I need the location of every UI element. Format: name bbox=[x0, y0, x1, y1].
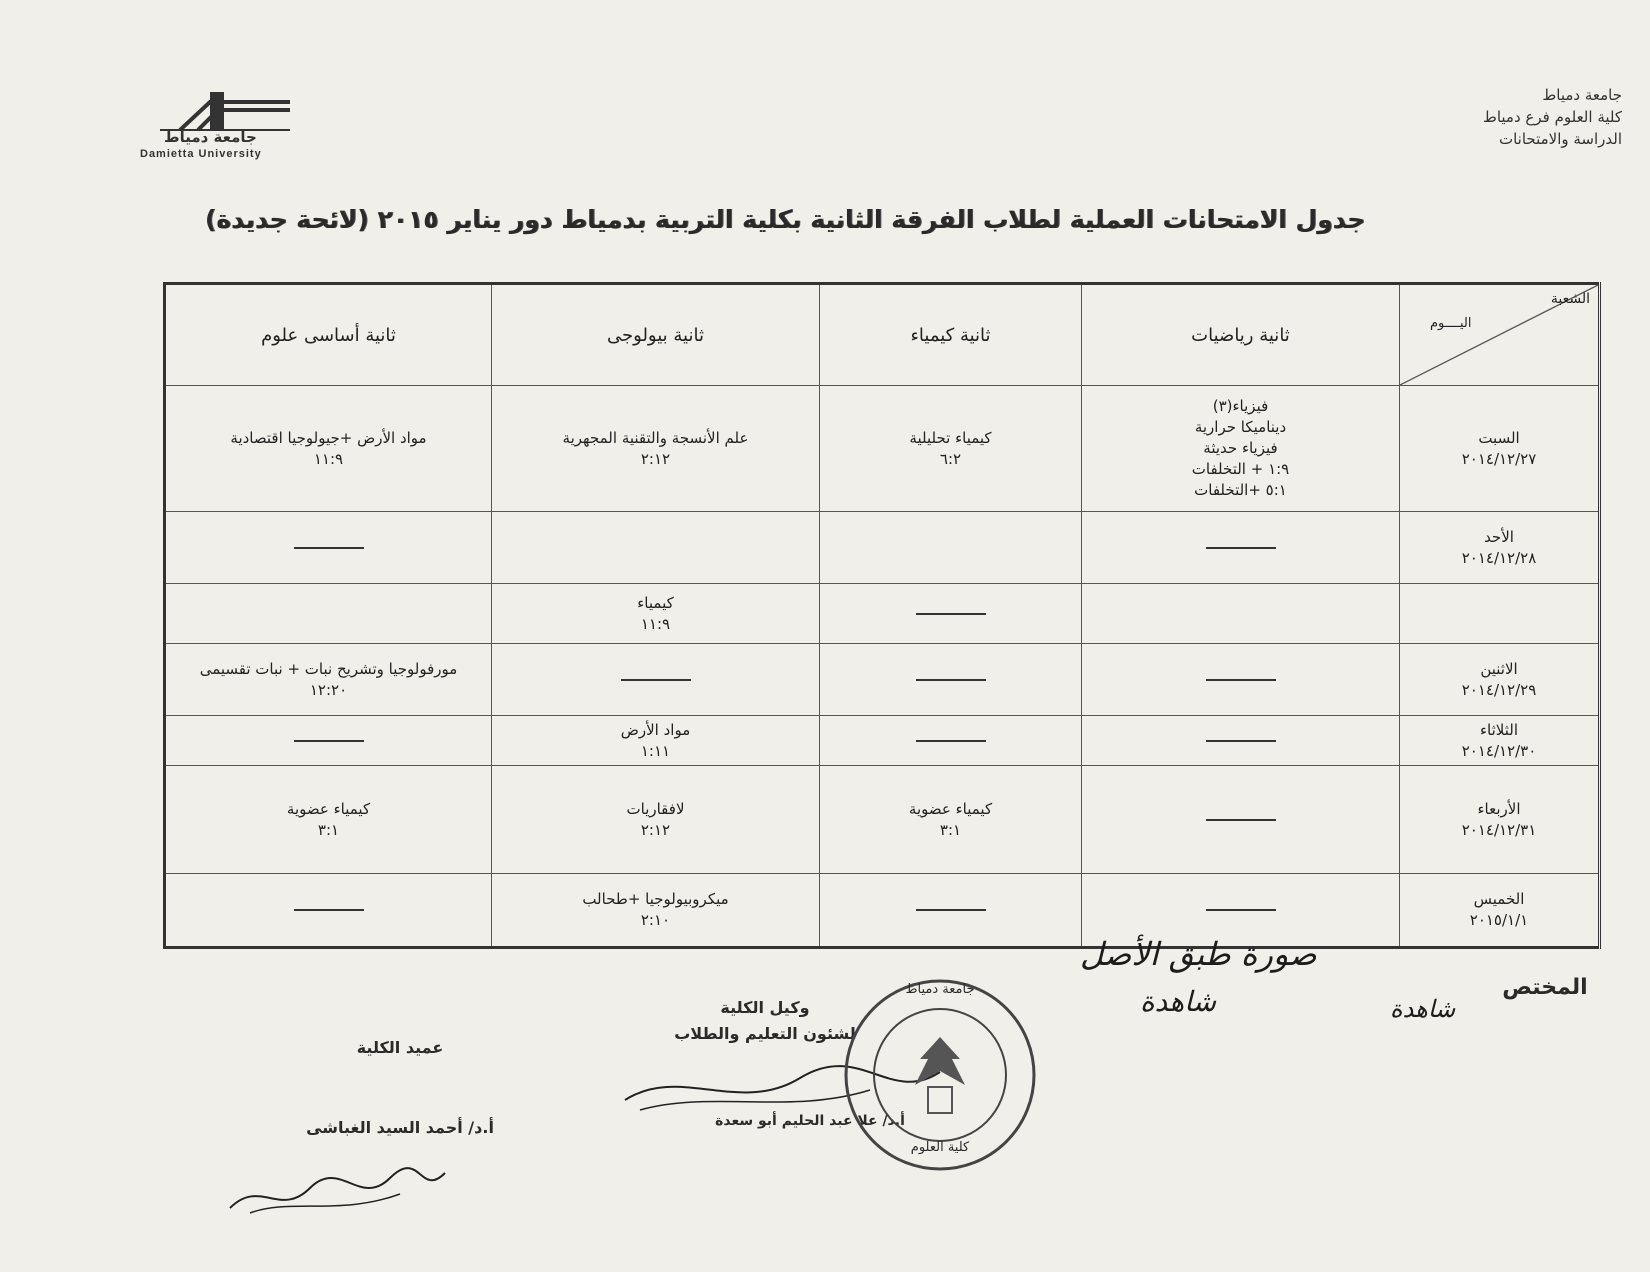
certified-copy-note: صورة طبق الأصل bbox=[1080, 935, 1317, 973]
exam-cell-basic bbox=[165, 512, 492, 584]
column-header: ثانية بيولوجى bbox=[492, 284, 820, 386]
schedule-row bbox=[165, 716, 1600, 766]
vice-dean-name: أ.د/ علا عبد الحليم أبو سعدة bbox=[715, 1113, 905, 1129]
logo-mark-icon bbox=[140, 92, 310, 132]
exam-cell-chem bbox=[820, 512, 1082, 584]
day-date: ٢٠١٤/١٢/٢٧ bbox=[1461, 449, 1537, 468]
exam-cell-chem bbox=[820, 766, 1082, 874]
schedule-row bbox=[165, 766, 1600, 874]
day-cell bbox=[1400, 584, 1600, 644]
exam-cell-math bbox=[1082, 716, 1400, 766]
exam-detail: ٢:١٠ bbox=[640, 911, 671, 929]
logo-arabic-name: جامعة دمياط bbox=[164, 128, 257, 146]
exam-cell-chem bbox=[820, 644, 1082, 716]
empty-slot-dash bbox=[826, 603, 1075, 624]
exam-cell-chem bbox=[820, 716, 1082, 766]
exam-detail: ٦:٢ bbox=[939, 449, 962, 468]
institution-line: كلية العلوم فرع دمياط bbox=[1482, 108, 1622, 126]
exam-cell-math bbox=[1082, 386, 1400, 512]
exam-schedule-table bbox=[163, 282, 1601, 949]
document-title: جدول الامتحانات العملية لطلاب الفرقة الثانية بكلية التربية بدمياط دور يناير ٢٠١٥ (لائحة جديدة) bbox=[204, 205, 1366, 234]
exam-subject: كيمياء عضوية bbox=[908, 799, 993, 818]
day-name: الخميس bbox=[1473, 890, 1525, 908]
exam-cell-bio bbox=[492, 644, 820, 716]
schedule-row bbox=[165, 644, 1600, 716]
exam-detail: ٣:١ bbox=[939, 820, 962, 839]
exam-detail: ١١:٩ bbox=[313, 449, 344, 468]
exam-cell-bio bbox=[492, 874, 820, 948]
exam-cell-chem bbox=[820, 874, 1082, 948]
exam-subject: مواد الأرض bbox=[620, 720, 691, 739]
institution-line: جامعة دمياط bbox=[1542, 86, 1622, 104]
seen-note-specialist: شاهدة bbox=[1390, 995, 1456, 1023]
empty-slot-dash bbox=[1088, 537, 1393, 558]
exam-detail: ١١:٩ bbox=[640, 614, 671, 633]
column-header: ثانية رياضيات bbox=[1082, 284, 1400, 386]
exam-subject: ميكروبيولوجيا +طحالب bbox=[582, 890, 729, 908]
day-cell bbox=[1400, 644, 1600, 716]
corner-cell bbox=[1400, 284, 1600, 386]
day-date: ٢٠١٤/١٢/٣١ bbox=[1461, 820, 1537, 839]
corner-top-label: الشعبة bbox=[1550, 291, 1590, 307]
exam-subject: علم الأنسجة والتقنية المجهرية bbox=[562, 428, 749, 447]
exam-cell-math bbox=[1082, 644, 1400, 716]
exam-detail: ديناميكا حرارية bbox=[1194, 418, 1287, 436]
exam-detail: فيزياء حديثة bbox=[1203, 439, 1278, 457]
day-date: ٢٠١٥/١/١ bbox=[1469, 911, 1529, 929]
empty-slot-dash bbox=[826, 730, 1075, 751]
exam-cell-math bbox=[1082, 584, 1400, 644]
dean-signature-icon bbox=[220, 1158, 450, 1220]
institution-header bbox=[1483, 84, 1622, 150]
exam-cell-bio bbox=[492, 584, 820, 644]
exam-cell-math bbox=[1082, 512, 1400, 584]
empty-slot-dash bbox=[1088, 730, 1393, 751]
vice-dean-title: وكيل الكلية bbox=[720, 998, 810, 1017]
exam-detail: ١:٩ + التخلفات bbox=[1191, 460, 1290, 478]
empty-slot-dash bbox=[826, 900, 1075, 921]
exam-detail: ٢:١٢ bbox=[640, 449, 671, 468]
exam-cell-math bbox=[1082, 766, 1400, 874]
exam-cell-basic bbox=[165, 874, 492, 948]
day-cell bbox=[1400, 512, 1600, 584]
dean-block bbox=[300, 1035, 500, 1061]
empty-slot-dash bbox=[826, 669, 1075, 690]
empty-slot-dash bbox=[172, 730, 485, 751]
exam-cell-chem bbox=[820, 386, 1082, 512]
exam-cell-bio bbox=[492, 716, 820, 766]
exam-subject: مواد الأرض +جيولوجيا اقتصادية bbox=[230, 428, 427, 447]
specialist-label: المختص bbox=[1502, 975, 1588, 1000]
corner-bottom-label: اليــــوم bbox=[1430, 316, 1472, 331]
exam-subject: كيمياء تحليلية bbox=[909, 428, 992, 447]
stamp-bottom-text: كلية العلوم bbox=[910, 1140, 970, 1155]
schedule-row bbox=[165, 386, 1600, 512]
exam-cell-basic bbox=[165, 584, 492, 644]
exam-detail: ٢:١٢ bbox=[640, 820, 671, 839]
column-header: ثانية كيمياء bbox=[820, 284, 1082, 386]
day-cell bbox=[1400, 716, 1600, 766]
empty-slot-dash bbox=[172, 900, 485, 921]
day-date: ٢٠١٤/١٢/٢٨ bbox=[1461, 548, 1537, 567]
column-header: ثانية أساسى علوم bbox=[165, 284, 492, 386]
university-logo bbox=[140, 92, 310, 168]
day-date: ٢٠١٤/١٢/٣٠ bbox=[1461, 741, 1537, 760]
day-date: ٢٠١٤/١٢/٢٩ bbox=[1461, 680, 1537, 699]
day-name: الاثنين bbox=[1480, 659, 1518, 678]
stamp-top-text: جامعة دمياط bbox=[905, 982, 975, 997]
dean-name: أ.د/ أحمد السيد الغباشى bbox=[306, 1118, 494, 1137]
dean-title: عميد الكلية bbox=[356, 1038, 444, 1057]
exam-detail: ١:١١ bbox=[640, 741, 671, 760]
empty-slot-dash bbox=[172, 537, 485, 558]
exam-subject: كيمياء عضوية bbox=[286, 799, 371, 818]
day-name: الأحد bbox=[1484, 527, 1514, 546]
exam-cell-bio bbox=[492, 766, 820, 874]
schedule-row bbox=[165, 874, 1600, 948]
exam-cell-basic bbox=[165, 766, 492, 874]
exam-cell-basic bbox=[165, 716, 492, 766]
vice-dean-subtitle: لشئون التعليم والطلاب bbox=[674, 1024, 856, 1043]
exam-cell-chem bbox=[820, 584, 1082, 644]
day-cell bbox=[1400, 766, 1600, 874]
empty-slot-dash bbox=[1088, 669, 1393, 690]
day-cell bbox=[1400, 386, 1600, 512]
exam-detail: ١٢:٢٠ bbox=[309, 680, 348, 699]
institution-line: الدراسة والامتحانات bbox=[1498, 130, 1622, 148]
exam-cell-bio bbox=[492, 512, 820, 584]
exam-detail: ٥:١ +التخلفات bbox=[1194, 481, 1287, 499]
day-cell bbox=[1400, 874, 1600, 948]
exam-detail: ٣:١ bbox=[317, 820, 340, 839]
exam-subject: فيزياء(٣) bbox=[1212, 397, 1269, 415]
exam-cell-bio bbox=[492, 386, 820, 512]
exam-cell-basic bbox=[165, 386, 492, 512]
seen-note: شاهدة bbox=[1140, 985, 1217, 1018]
logo-english-name: Damietta University bbox=[140, 148, 262, 160]
empty-slot-dash bbox=[498, 669, 813, 690]
day-name: الثلاثاء bbox=[1479, 720, 1518, 739]
exam-subject: لافقاريات bbox=[626, 799, 685, 818]
dean-name-block bbox=[250, 1115, 550, 1141]
day-name: الأربعاء bbox=[1477, 799, 1521, 818]
exam-subject: مورفولوجيا وتشريح نبات + نبات تقسيمى bbox=[199, 659, 458, 678]
empty-slot-dash bbox=[1088, 900, 1393, 921]
exam-cell-basic bbox=[165, 644, 492, 716]
day-name: السبت bbox=[1478, 428, 1520, 447]
schedule-row bbox=[165, 512, 1600, 584]
empty-slot-dash bbox=[1088, 809, 1393, 830]
exam-subject: كيمياء bbox=[637, 593, 674, 612]
schedule-row bbox=[165, 584, 1600, 644]
header-row bbox=[165, 284, 1600, 386]
